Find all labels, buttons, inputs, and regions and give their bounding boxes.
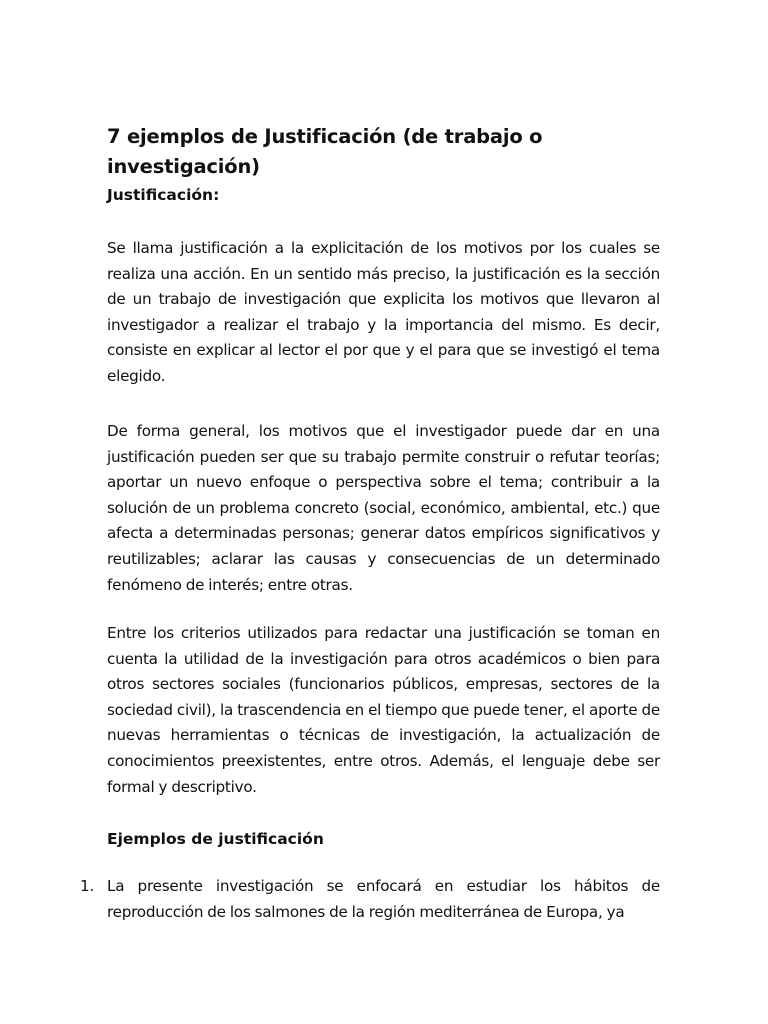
list-item-number: 1. bbox=[80, 877, 94, 895]
list-item-text: La presente investigación se enfocará en estudiar los hábitos de reproducción de los salmones de la región mediterránea de Europa, ya bbox=[107, 877, 660, 921]
section-heading-ejemplos: Ejemplos de justificación bbox=[107, 830, 324, 848]
document-title: 7 ejemplos de Justificación (de trabajo o investigación) bbox=[107, 125, 543, 178]
paragraph-definition: Se llama justificación a la explicitación de los motivos por los cuales se realiza una acción. En un sentido más preciso, la justificación es la sección de un trabajo de investigación que explicita los motivos que llevaron al investigador a realizar el trabajo y la importancia del mismo. Es decir, consiste en explicar al lector el por que y el para que se investigó el tema elegido. bbox=[107, 239, 660, 385]
examples-list bbox=[80, 874, 660, 925]
list-item bbox=[80, 874, 660, 925]
paragraph-motivos: De forma general, los motivos que el investigador puede dar en una justificación pueden ser que su trabajo permite construir o refutar teorías; aportar un nuevo enfoque o perspectiva sobre el tema; contribuir a la solución de un problema concreto (social, económico, ambiental, etc.) que afecta a determinadas personas; generar datos empíricos significativos y reutilizables; aclarar las causas y consecuencias de un determinado fenómeno de interés; entre otras. bbox=[107, 422, 660, 594]
paragraph-criterios: Entre los criterios utilizados para redactar una justificación se toman en cuenta la utilidad de la investigación para otros académicos o bien para otros sectores sociales (funcionarios públicos, empresas, sectores de la sociedad civil), la trascendencia en el tiempo que puede tener, el aporte de nuevas herramientas o técnicas de investigación, la actualización de conocimientos preexistentes, entre otros. Además, el lenguaje debe ser formal y descriptivo. bbox=[107, 624, 660, 796]
section-heading-justificacion: Justificación: bbox=[107, 186, 220, 204]
